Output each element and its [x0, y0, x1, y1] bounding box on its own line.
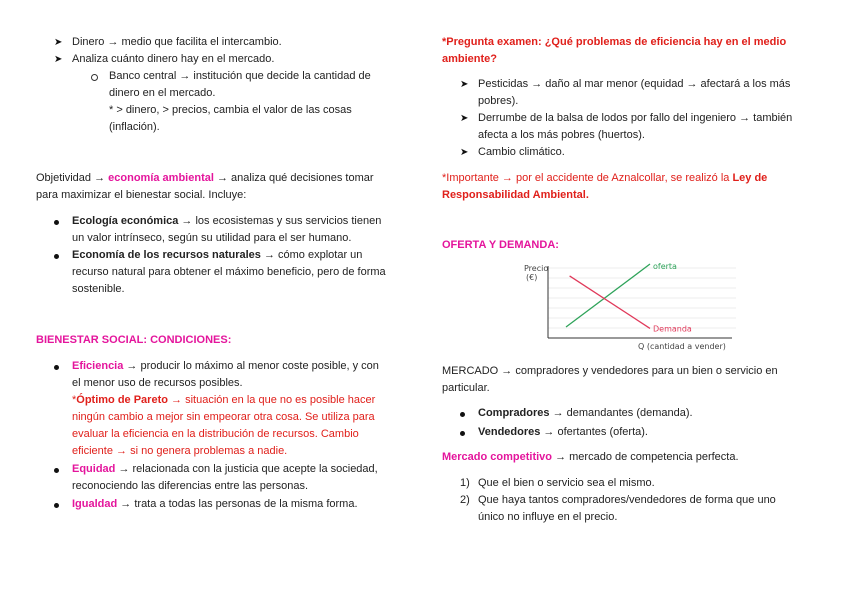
text-line: Que el bien o servicio sea el mismo.: [478, 477, 655, 489]
text-line: ambiente?: [442, 53, 498, 65]
bullet-icon: [54, 468, 59, 473]
igualdad-line: Igualdad → trata a todas las personas de la misma forma.: [72, 498, 358, 510]
text-line: recurso natural para obtener el máximo beneficio, pero de forma: [72, 266, 386, 278]
text-line: reconociendo las diferencias entre las personas.: [72, 480, 309, 492]
series-label-oferta: oferta: [653, 262, 677, 271]
objetividad-line: Objetividad → economía ambiental → analiza qué decisiones tomar: [36, 172, 374, 184]
text-line: (inflación).: [109, 121, 160, 133]
text-line: afecta a los más pobres (huertos).: [478, 129, 645, 141]
bullet-icon: [460, 412, 465, 417]
y-axis-label: Precio (€): [524, 264, 549, 282]
compradores-line: Compradores → demandantes (demanda).: [478, 407, 693, 419]
pregunta-heading: *Pregunta examen: ¿Qué problemas de eficiencia hay en el medio: [442, 36, 787, 48]
series-label-demanda: Demanda: [653, 324, 692, 334]
arrow-bullet-icon: ➤: [460, 147, 469, 158]
arrow-bullet-icon: ➤: [54, 54, 63, 65]
text-line: Banco central → institución que decide la cantidad de: [109, 70, 371, 82]
arrow-bullet-icon: ➤: [460, 79, 469, 90]
text-line: sostenible.: [72, 283, 125, 295]
text-line: eficiente → si no genera problemas a nadie.: [72, 445, 288, 457]
bullet-icon: [54, 254, 59, 259]
series-line-demanda: [570, 276, 650, 329]
eficiencia-line: Eficiencia → producir lo máximo al menor coste posible, y con: [72, 360, 379, 372]
supply-demand-chart: [520, 258, 742, 354]
text-line: Derrumbe de la balsa de lodos por fallo del ingeniero → también: [478, 112, 793, 124]
text-line: particular.: [442, 382, 490, 394]
pareto-line: *Óptimo de Pareto → situación en la que no es posible hacer: [72, 394, 376, 406]
vendedores-line: Vendedores → ofertantes (oferta).: [478, 426, 648, 438]
text-line: único no influye en el precio.: [478, 511, 618, 523]
recursos-line: Economía de los recursos naturales → cómo explotar un: [72, 249, 363, 261]
text-line: Responsabilidad Ambiental.: [442, 189, 589, 201]
mercado-competitivo-line: Mercado competitivo → mercado de competencia perfecta.: [442, 451, 739, 463]
text-line: Que haya tantos compradores/vendedores de forma que uno: [478, 494, 776, 506]
bienestar-heading: BIENESTAR SOCIAL: CONDICIONES:: [36, 334, 232, 346]
bullet-icon: [54, 503, 59, 508]
bullet-icon: [54, 365, 59, 370]
list-number: 1): [460, 477, 470, 489]
text-line: un valor intrínseco, según su utilidad para el ser humano.: [72, 232, 352, 244]
text-line: evaluar la eficiencia en la distribución de recursos. Cambio: [72, 428, 359, 440]
circle-bullet-icon: [91, 74, 98, 81]
importante-line: *Importante → por el accidente de Aznalcollar, se realizó la Ley de: [442, 172, 768, 184]
text-line: Pesticidas → daño al mar menor (equidad → afectará a los más: [478, 78, 791, 90]
text-line: MERCADO → compradores y vendedores para un bien o servicio en: [442, 365, 778, 377]
arrow-bullet-icon: ➤: [460, 113, 469, 124]
ecologia-line: Ecología económica → los ecosistemas y sus servicios tienen: [72, 215, 382, 227]
text-line: Cambio climático.: [478, 146, 565, 158]
bullet-icon: [460, 431, 465, 436]
equidad-line: Equidad → relacionada con la justicia que acepte la sociedad,: [72, 463, 378, 475]
oferta-heading: OFERTA Y DEMANDA:: [442, 239, 559, 251]
text-line: ningún cambio a mejor sin empeorar otra cosa. Se utiliza para: [72, 411, 375, 423]
bullet-icon: [54, 220, 59, 225]
arrow-bullet-icon: ➤: [54, 37, 63, 48]
x-axis-label: Q (cantidad a vender): [638, 342, 726, 351]
text-line: el menor uso de recursos posibles.: [72, 377, 243, 389]
list-number: 2): [460, 494, 470, 506]
text-line: para maximizar el bienestar social. Incluye:: [36, 189, 247, 201]
text-line: * > dinero, > precios, cambia el valor de las cosas: [109, 104, 352, 116]
text-line: dinero en el mercado.: [109, 87, 216, 99]
page: ➤ Dinero → medio que facilita el intercambio. ➤ Analiza cuánto dinero hay en el mercado. Banco central → institución que decide la cantidad de dinero en el mercado. * > dinero, > precios, cambia el valor de las cosas (inflación). Objetividad → economía ambiental → analiza qué decisiones tomar para maximizar el bienestar social. Incluye: Ecología económica → los ecosistemas y sus servicios tienen un valor intrínseco, según su utilidad para el ser humano. Economía de los recursos naturales → cómo explotar un recurso natural para obtener el máximo beneficio, pero de forma sostenible. BIENESTAR SOCIAL: CONDICIONES: Eficiencia → producir lo máximo al menor coste posible, y con el menor uso de recursos posibles. *Óptimo de Pareto → situación en la que no es posible hacer ningún cambio a mejor sin empeorar otra cosa. Se utiliza para evaluar la eficiencia en la distribución de recursos. Cambio eficiente → si no genera problemas a nadie. Equidad → relacionada con la justicia que acepte la sociedad, reconociendo las diferencias entre las personas. Igualdad → trata a todas las personas de la misma forma. *Pregunta examen: ¿Qué problemas de eficiencia hay en el medio ambiente? ➤ Pesticidas → daño al mar menor (equidad → afectará a los más pobres). ➤ Derrumbe de la balsa de lodos por fallo del ingeniero → también afecta a los más pobres (huertos). ➤ Cambio climático. *Importante → por el accidente de Aznalcollar, se realizó la Ley de Responsabilidad Ambiental. OFERTA Y DEMANDA: oferta Demanda Precio (€) Q (cantidad a vender) MERCADO → compradores y vendedores para un bien o servicio en particular. Compradores → demandantes (demanda). Vendedores → ofertantes (oferta). Mercado competitivo → mercado de competencia perfecta. 1) Que el bien o servicio sea el mismo. 2) Que haya tantos compradores/vendedores de forma que uno único no influye en el precio.: [0, 0, 848, 599]
text-line: pobres).: [478, 95, 519, 107]
